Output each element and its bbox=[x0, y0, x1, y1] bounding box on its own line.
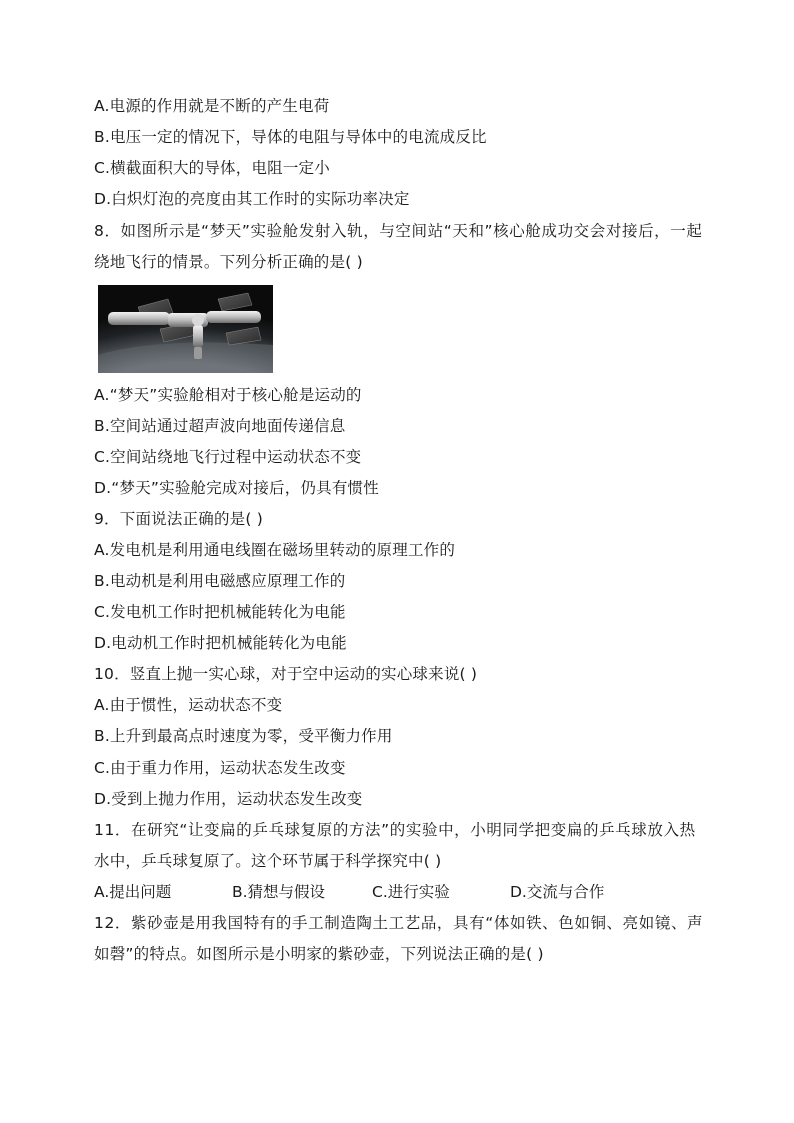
q11-options-row bbox=[94, 881, 614, 903]
space-station-figure bbox=[98, 285, 273, 373]
q9-option-a: A.发电机是利用通电线圈在磁场里转动的原理工作的 bbox=[94, 541, 456, 559]
q8-stem-line-2: 绕地飞行的情景。下列分析正确的是( ) bbox=[94, 253, 363, 271]
q7-option-d: D.白炽灯泡的亮度由其工作时的实际功率决定 bbox=[94, 190, 410, 208]
q10-option-d: D.受到上抛力作用，运动状态发生改变 bbox=[94, 790, 363, 808]
q12-stem-line-2: 如磬”的特点。如图所示是小明家的紫砂壶，下列说法正确的是( ) bbox=[94, 945, 544, 963]
q12-stem-line-1: 12．紫砂壶是用我国特有的手工制造陶土工艺品，具有“体如铁、色如铜、亮如镜、声 bbox=[94, 914, 704, 932]
q7-option-a: A.电源的作用就是不断的产生电荷 bbox=[94, 97, 330, 115]
q11-option-d: D.交流与合作 bbox=[510, 883, 605, 901]
q11-stem-line-2: 水中，乒乓球复原了。这个环节属于科学探究中( ) bbox=[94, 852, 442, 870]
q8-option-c: C.空间站绕地飞行过程中运动状态不变 bbox=[94, 448, 362, 466]
q10-option-a: A.由于惯性，运动状态不变 bbox=[94, 696, 283, 714]
q8-option-a: A.“梦天”实验舱相对于核心舱是运动的 bbox=[94, 386, 362, 404]
q8-option-d: D.“梦天”实验舱完成对接后，仍具有惯性 bbox=[94, 479, 379, 497]
q10-option-b: B.上升到最高点时速度为零，受平衡力作用 bbox=[94, 727, 393, 745]
q7-option-b: B.电压一定的情况下，导体的电阻与导体中的电流成反比 bbox=[94, 128, 487, 146]
q10-stem: 10．竖直上抛一实心球，对于空中运动的实心球来说( ) bbox=[94, 665, 478, 683]
q9-option-c: C.发电机工作时把机械能转化为电能 bbox=[94, 603, 346, 621]
space-station-image bbox=[98, 285, 273, 373]
q9-stem: 9．下面说法正确的是( ) bbox=[94, 510, 263, 528]
q11-option-b: B.猜想与假设 bbox=[232, 883, 326, 901]
q9-option-d: D.电动机工作时把机械能转化为电能 bbox=[94, 634, 347, 652]
q11-option-c: C.进行实验 bbox=[372, 883, 450, 901]
q11-option-a: A.提出问题 bbox=[94, 883, 172, 901]
q8-stem-line-1: 8．如图所示是“梦天”实验舱发射入轨，与空间站“天和”核心舱成功交会对接后，一起 bbox=[94, 222, 703, 240]
q10-option-c: C.由于重力作用，运动状态发生改变 bbox=[94, 759, 346, 777]
q7-option-c: C.横截面积大的导体，电阻一定小 bbox=[94, 159, 330, 177]
q9-option-b: B.电动机是利用电磁感应原理工作的 bbox=[94, 572, 346, 590]
q11-stem-line-1: 11．在研究“让变扁的乒乓球复原的方法”的实验中，小明同学把变扁的乒乓球放入热 bbox=[94, 821, 696, 839]
q8-option-b: B.空间站通过超声波向地面传递信息 bbox=[94, 417, 346, 435]
